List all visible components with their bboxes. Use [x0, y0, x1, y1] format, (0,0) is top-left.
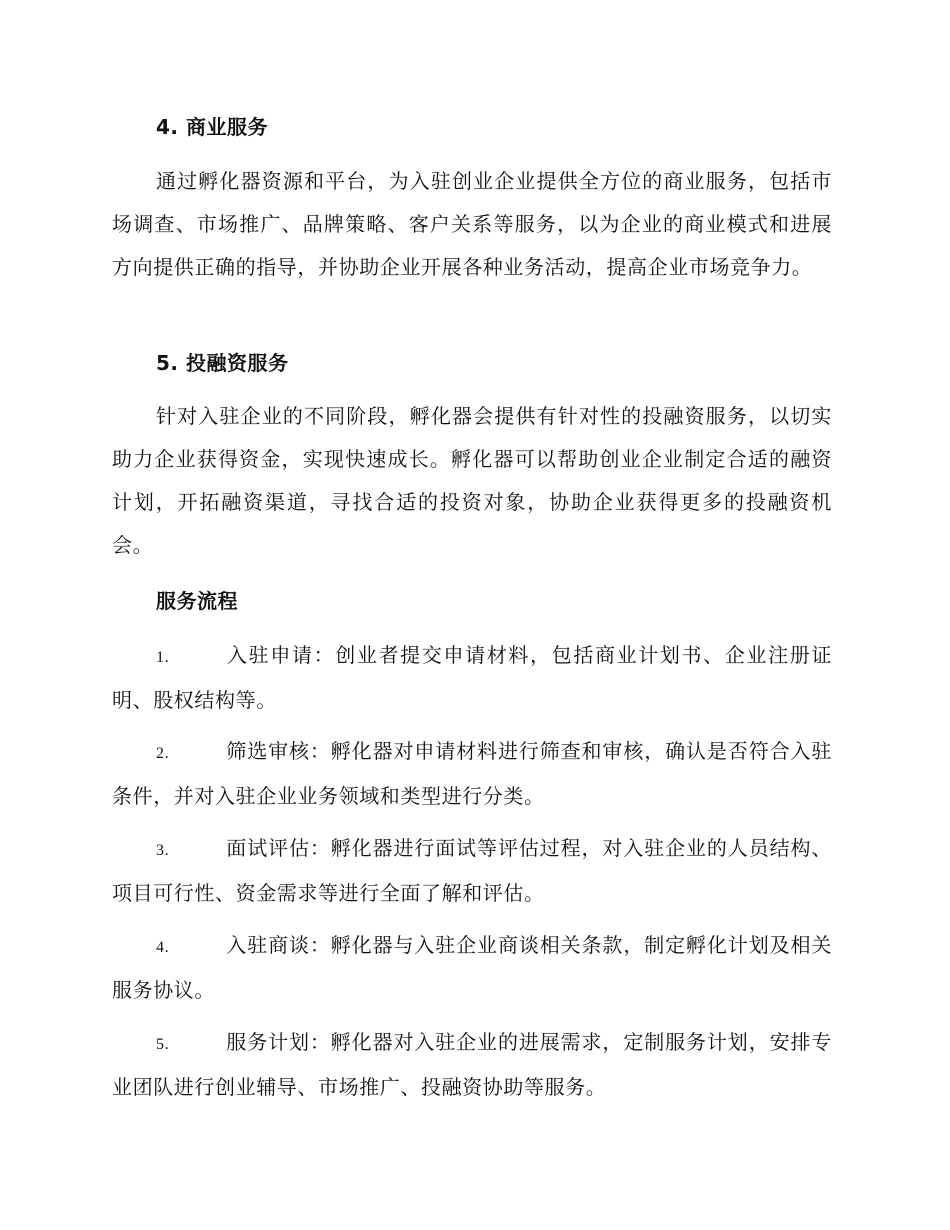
section-heading-process: 服务流程 [156, 589, 238, 613]
section-heading-investment: 5. 投融资服务 [156, 351, 289, 375]
step-text: 服务计划：孵化器对入驻企业的进展需求，定制服务计划，安排专业团队进行创业辅导、市场推广、投融资协助等服务。 [112, 1030, 832, 1099]
process-step [112, 827, 832, 915]
process-step [112, 924, 832, 1012]
step-text: 入驻申请：创业者提交申请材料，包括商业计划书、企业注册证明、股权结构等。 [112, 643, 832, 712]
section-heading-business: 4. 商业服务 [156, 115, 268, 139]
step-text: 入驻商谈：孵化器与入驻企业商谈相关条款，制定孵化计划及相关服务协议。 [112, 933, 832, 1002]
process-step [112, 634, 832, 722]
step-text: 面试评估：孵化器进行面试等评估过程，对入驻企业的人员结构、项目可行性、资金需求等进行全面了解和评估。 [112, 836, 832, 905]
step-number: 5. [156, 1036, 170, 1053]
step-number: 3. [156, 842, 170, 859]
step-number: 1. [156, 649, 170, 666]
paragraph-investment: 针对入驻企业的不同阶段，孵化器会提供有针对性的投融资服务，以切实助力企业获得资金，实现快速成长。孵化器可以帮助创业企业制定合适的融资计划，开拓融资渠道，寻找合适的投资对象，协助企业获得更多的投融资机会。 [112, 404, 832, 557]
step-text: 筛选审核：孵化器对申请材料进行筛查和审核，确认是否符合入驻条件，并对入驻企业业务领域和类型进行分类。 [112, 739, 832, 808]
step-number: 4. [156, 939, 170, 956]
paragraph-business: 通过孵化器资源和平台，为入驻创业企业提供全方位的商业服务，包括市场调查、市场推广、品牌策略、客户关系等服务，以为企业的商业模式和进展方向提供正确的指导，并协助企业开展各种业务活动，提高企业市场竞争力。 [112, 169, 832, 279]
process-step [112, 1021, 832, 1109]
process-step [112, 730, 832, 818]
step-number: 2. [156, 745, 170, 762]
